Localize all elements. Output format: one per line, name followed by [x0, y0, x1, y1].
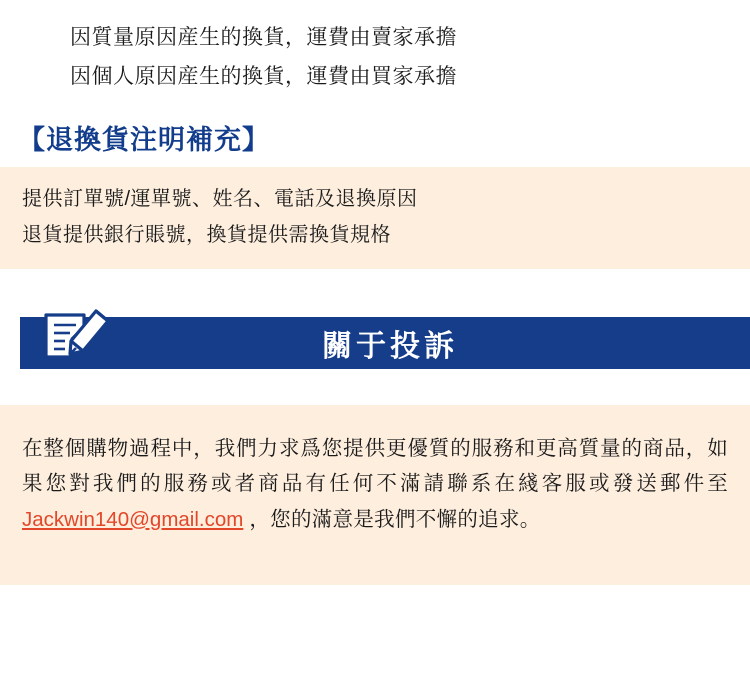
contact-email-link[interactable]: Jackwin140@gmail.com	[22, 507, 244, 531]
shipping-policy-lines	[0, 0, 750, 96]
return-note-box	[0, 167, 750, 269]
note-line: 提供訂單號/運單號、姓名、電話及退換原因	[22, 188, 418, 210]
return-note-heading: 【退換貨注明補充】	[18, 125, 270, 155]
complaint-banner-title: 關于投訴	[322, 330, 458, 363]
policy-line: 因質量原因産生的換貨，運費由賣家承擔	[70, 26, 457, 49]
complaint-banner	[0, 317, 750, 383]
complaint-banner-bar	[20, 317, 750, 369]
policy-line: 因個人原因産生的換貨，運費由買家承擔	[70, 65, 457, 88]
pencil-edit-icon	[38, 295, 116, 373]
paragraph-part-1: 在整個購物過程中，我們力求爲您提供更優質的服務和更高質量的商品，如果您對我們的服務或者商品有任何不滿請聯系在綫客服或發送郵件至	[22, 437, 728, 496]
note-line: 退貨提供銀行賬號，換貨提供需換貨規格	[22, 224, 391, 246]
complaint-paragraph	[22, 431, 728, 537]
paragraph-part-2: ，您的滿意是我們不懈的追求。	[243, 507, 541, 531]
complaint-paragraph-box	[0, 405, 750, 585]
